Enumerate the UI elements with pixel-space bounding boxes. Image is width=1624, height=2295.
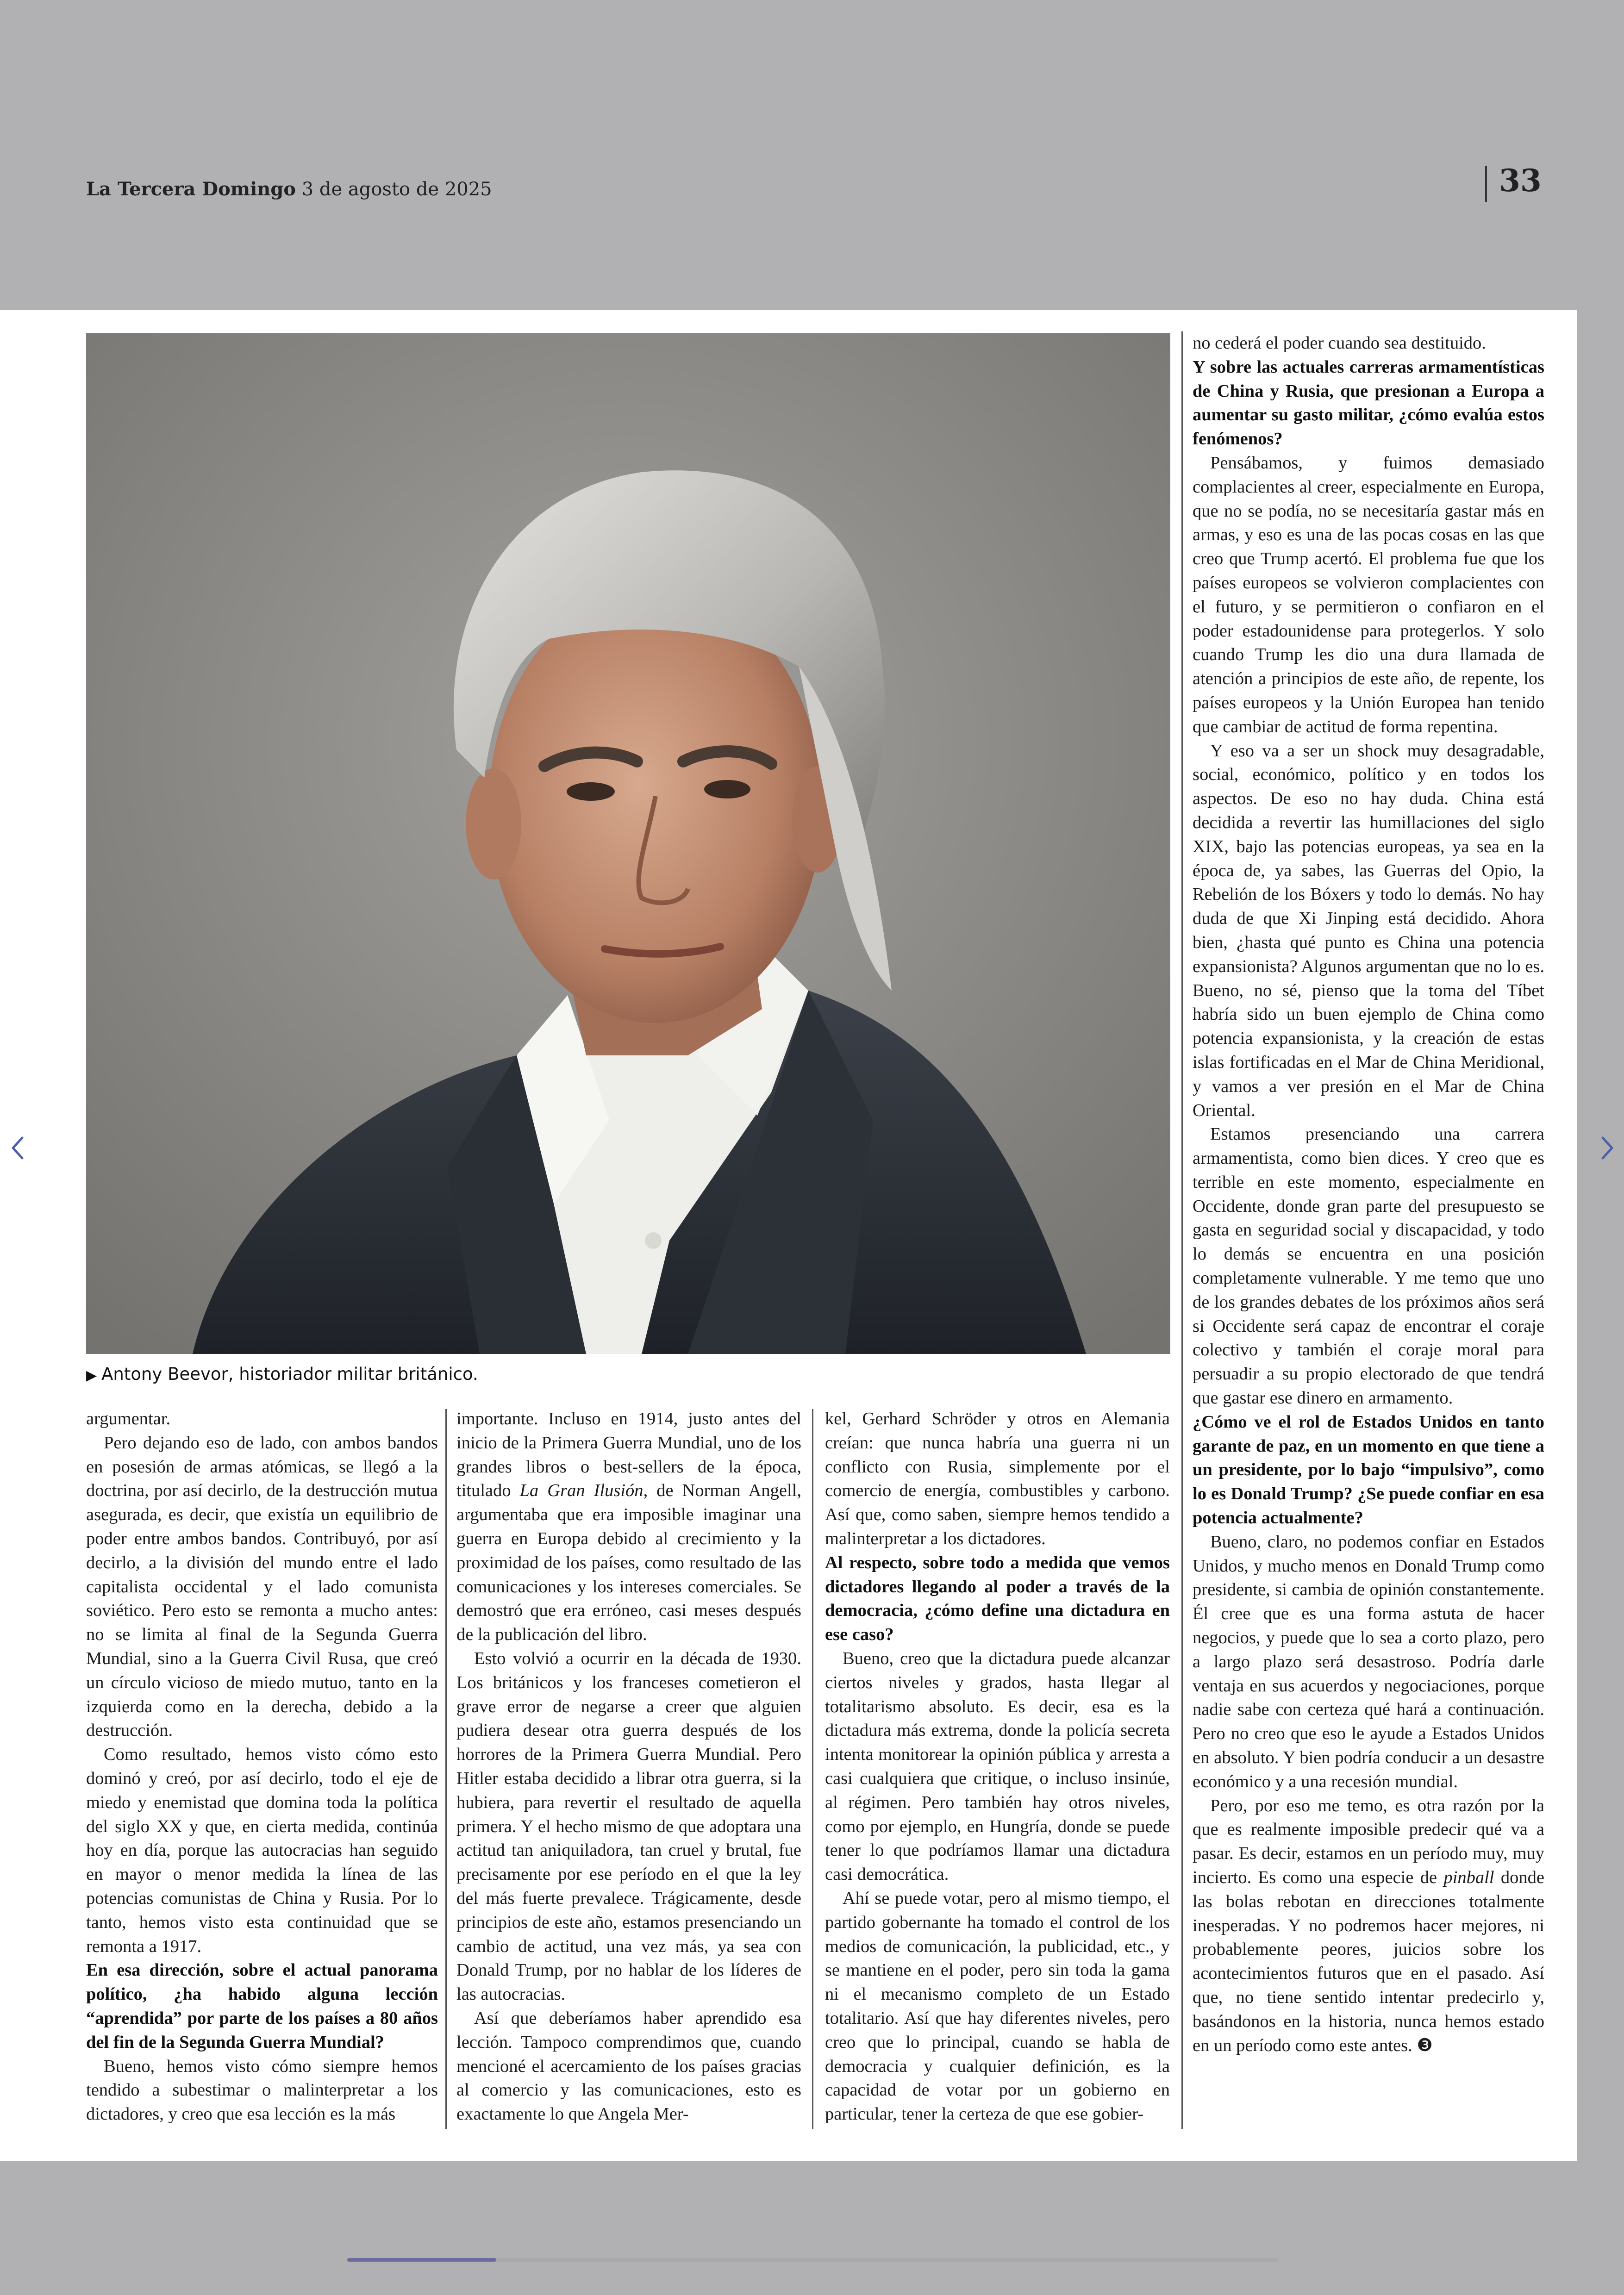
article-paragraph: Bueno, claro, no podemos confiar en Estados Unidos, y mucho menos en Donald Trump como presidente, si cambia de opinión constantemente. Él cree que es una forma astuta de hacer negocios, y puede que lo sea a corto plazo, pero a largo plazo será desastroso. Podría darle ventaja en sus acuerdos y negociaciones, porque nadie sabe con certeza qué hará a continuación. Pero no creo que eso le ayude a Estados Unidos en absoluto. Y bien podría conducir a un desastre económico y a una recesión mundial. bbox=[1193, 1532, 1544, 1791]
article-paragraph: Estamos presenciando una carrera armamentista, como bien dices. Y creo que es terrible en este momento, especialmente en Occidente, donde gran parte del presupuesto se gasta en seguridad social y discapacidad, y todo lo demás se encuentra en una posición completamente vulnerable. Y me temo que uno de los grandes debates de los próximos años será si Occidente será capaz de encontrar el coraje colectivo y también el coraje moral para persuadir a su propio electorado de que tendrá que gastar ese dinero en armamento. bbox=[1193, 1124, 1544, 1408]
reading-progress-bar[interactable] bbox=[347, 2258, 1278, 2262]
article-paragraph: kel, Gerhard Schröder y otros en Alemania creían: que nunca habría una guerra ni un conflicto con Rusia, simplemente por el comercio de energía, combustibles y carbono. Así que, como saben, siempre hemos tendido a malinterpretar a los dictadores. bbox=[825, 1409, 1170, 1548]
chevron-left-icon bbox=[8, 1129, 27, 1166]
article-column-3 bbox=[825, 1407, 1170, 2129]
article-paragraph: Y eso va a ser un shock muy desagradable, social, económico, político y en todos los aspectos. De eso no hay duda. China está decidida a revertir las humillaciones del siglo XIX, bajo las potencias europeas, ya sea en la época de, ya sabes, las Guerras del Opio, la Rebelión de los Bóxers y todo lo demás. No hay duda de que Xi Jinping está decidido. Ahora bien, ¿hasta qué punto es China una potencia expansionista? Algunos argumentan que no lo es. Bueno, no sé, pienso que la toma del Tíbet habría sido un buen ejemplo de China como potencia expansionista, y la creación de estas islas fortificadas en el Mar de China Meridional, y vamos a ver presión en el Mar de China Oriental. bbox=[1193, 741, 1544, 1120]
caption-text: Antony Beevor, historiador militar británico. bbox=[101, 1364, 478, 1384]
portrait-photo bbox=[86, 333, 1170, 1354]
column-rule-2 bbox=[812, 1409, 813, 2129]
article-paragraph: no cederá el poder cuando sea destituido. bbox=[1193, 333, 1486, 353]
caption-triangle-icon: ▶ bbox=[86, 1367, 97, 1384]
page-number-separator bbox=[1485, 166, 1487, 202]
article-paragraph: Esto volvió a ocurrir en la década de 1930. Los británicos y los franceses cometieron el grave error de negarse a creer que alguien pudiera desear otra guerra después de los horrores de la Primera Guerra Mundial. Pero Hitler estaba decidido a librar otra guerra, si la hubiera, para revertir el resultado de aquella primera. Y el hecho mismo de que adoptara una actitud tan aniquiladora, tan cruel y brutal, fue precisamente por ese período en el que la ley del más fuerte prevalece. Trágicamente, desde principios de este año, estamos presenciando un cambio de actitud, una vez más, ya sea con Donald Trump, por no hablar de los líderes de las autocracias. bbox=[456, 1648, 801, 2004]
article-column-1 bbox=[86, 1407, 438, 2129]
article-column-2 bbox=[456, 1407, 801, 2129]
column-rule-3 bbox=[1181, 331, 1183, 2129]
next-page-button[interactable] bbox=[1598, 1129, 1617, 1166]
chevron-right-icon bbox=[1598, 1129, 1617, 1166]
interview-question: En esa dirección, sobre el actual panorama político, ¿ha habido alguna lección “aprendida” por parte de los países a 80 años del fin de la Segunda Guerra Mundial? bbox=[86, 1960, 438, 2052]
column-rule-1 bbox=[445, 1409, 447, 2129]
portrait-illustration bbox=[86, 333, 1170, 1354]
article-paragraph: Pero dejando eso de lado, con ambos bandos en posesión de armas atómicas, se llegó a la doctrina, por así decirlo, de la destrucción mutua asegurada, es decir, que existía un equilibrio de poder entre ambos bandos. Contribuyó, por así decirlo, a la división del mundo entre el lado capitalista occidental y el lado comunista soviético. Pero esto se remonta a mucho antes: no se limita al final de la Segunda Guerra Mundial, sino a la Guerra Civil Rusa, que creó un círculo vicioso de miedo mutuo, tanto en la izquierda como en la derecha, debido a la destrucción. bbox=[86, 1433, 438, 1740]
photo-caption bbox=[86, 1364, 1169, 1386]
article-column-4 bbox=[1193, 331, 1544, 2129]
reading-progress-fill bbox=[347, 2258, 496, 2262]
interview-question: Al respecto, sobre todo a medida que vemos dictadores llegando al poder a través de la democracia, ¿cómo define una dictadura en ese caso? bbox=[825, 1553, 1170, 1645]
article-paragraph: Ahí se puede votar, pero al mismo tiempo, el partido gobernante ha tomado el control de los medios de comunicación, la publicidad, etc., y se mantiene en el poder, pero sin toda la gama ni el mecanismo completo de un Estado totalitario. Así que hay diferentes niveles, pero creo que lo principal, cuando se habla de democracia y cualquier definición, es la capacidad de votar por un gobierno en particular, tener la certeza de que ese gobier- bbox=[825, 1888, 1170, 2124]
publication-name: La Tercera Domingo bbox=[86, 178, 296, 200]
publication-date: 3 de agosto de 2025 bbox=[301, 179, 492, 200]
article-paragraph: importante. Incluso en 1914, justo antes del inicio de la Primera Guerra Mundial, uno de los grandes libros o best-sellers de la época, titulado La Gran Ilusión, de Norman Angell, argumentaba que era imposible imaginar una guerra en Europa debido al crecimiento y la proximidad de los países, como resultado de las comunicaciones y los intereses comerciales. Se demostró que era erróneo, casi meses después de la publicación del libro. bbox=[456, 1409, 801, 1645]
page-header bbox=[0, 0, 1624, 310]
interview-question: ¿Cómo ve el rol de Estados Unidos en tanto garante de paz, en un momento en que tiene a un presidente, por lo bajo “impulsivo”, como lo es Donald Trump? ¿Se puede confiar en esa potencia actualmente? bbox=[1193, 1412, 1544, 1528]
article-paragraph: Pero, por eso me temo, es otra razón por la que es realmente imposible predecir qué va a pasar. Es decir, estamos en un período muy, muy incierto. Es como una especie de pinball donde las bolas rebotan en direcciones totalmente inesperadas. Y no podremos hacer mejores, ni probablemente peores, juicios sobre los acontecimientos futuros que en el pasado. Así que, no tiene sentido intentar predecirlo y, basándonos en la historia, nunca hemos estado en un período como este antes. ❸ bbox=[1193, 1796, 1544, 2055]
page-number: 33 bbox=[1499, 162, 1542, 199]
interview-question: Y sobre las actuales carreras armamentísticas de China y Rusia, que presionan a Europa a aumentar su gasto militar, ¿cómo evalúa estos fenómenos? bbox=[1193, 357, 1544, 449]
article-paragraph: Bueno, creo que la dictadura puede alcanzar ciertos niveles y grados, hasta llegar al totalitarismo absoluto. Es decir, esa es la dictadura más extrema, donde la policía secreta intenta monitorear la opinión pública y arresta a casi cualquiera que critique, o incluso insinúe, al régimen. Pero también hay otros niveles, como por ejemplo, en Hungría, donde se puede tener lo que podríamos llamar una dictadura casi democrática. bbox=[825, 1648, 1170, 1884]
article-paragraph: Como resultado, hemos visto cómo esto dominó y creó, por así decirlo, todo el eje de miedo y enemistad que domina toda la política del siglo XX y que, en cierta medida, continúa hoy en día, porque las autocracias han seguido en mayor o menor medida la línea de las potencias comunistas de China y Rusia. Por lo tanto, hemos visto esta continuidad que se remonta a 1917. bbox=[86, 1745, 438, 1956]
previous-page-button[interactable] bbox=[8, 1129, 27, 1166]
article-paragraph: Así que deberíamos haber aprendido esa lección. Tampoco comprendimos que, cuando mencioné el acercamiento de los países gracias al comercio y las comunicaciones, esto es exactamente lo que Angela Mer- bbox=[456, 2008, 801, 2124]
publication-line bbox=[86, 178, 492, 200]
article-paragraph: Bueno, hemos visto cómo siempre hemos tendido a subestimar o malinterpretar a los dictadores, y creo que esa lección es la más bbox=[86, 2056, 438, 2124]
article-paragraph: Pensábamos, y fuimos demasiado complacientes al creer, especialmente en Europa, que no se podía, no se necesitaría gastar más en armas, y eso es una de las pocas cosas en las que creo que Trump acertó. El problema fue que los países europeos se volvieron complacientes con el futuro, y se permitieron o confiaron en el poder estadounidense para protegerlos. Y solo cuando Trump les dio una dura llamada de atención a principios de este año, de repente, los países europeos y la Unión Europea han tenido que cambiar de actitud de forma repentina. bbox=[1193, 453, 1544, 736]
article-paragraph: argumentar. bbox=[86, 1409, 171, 1428]
